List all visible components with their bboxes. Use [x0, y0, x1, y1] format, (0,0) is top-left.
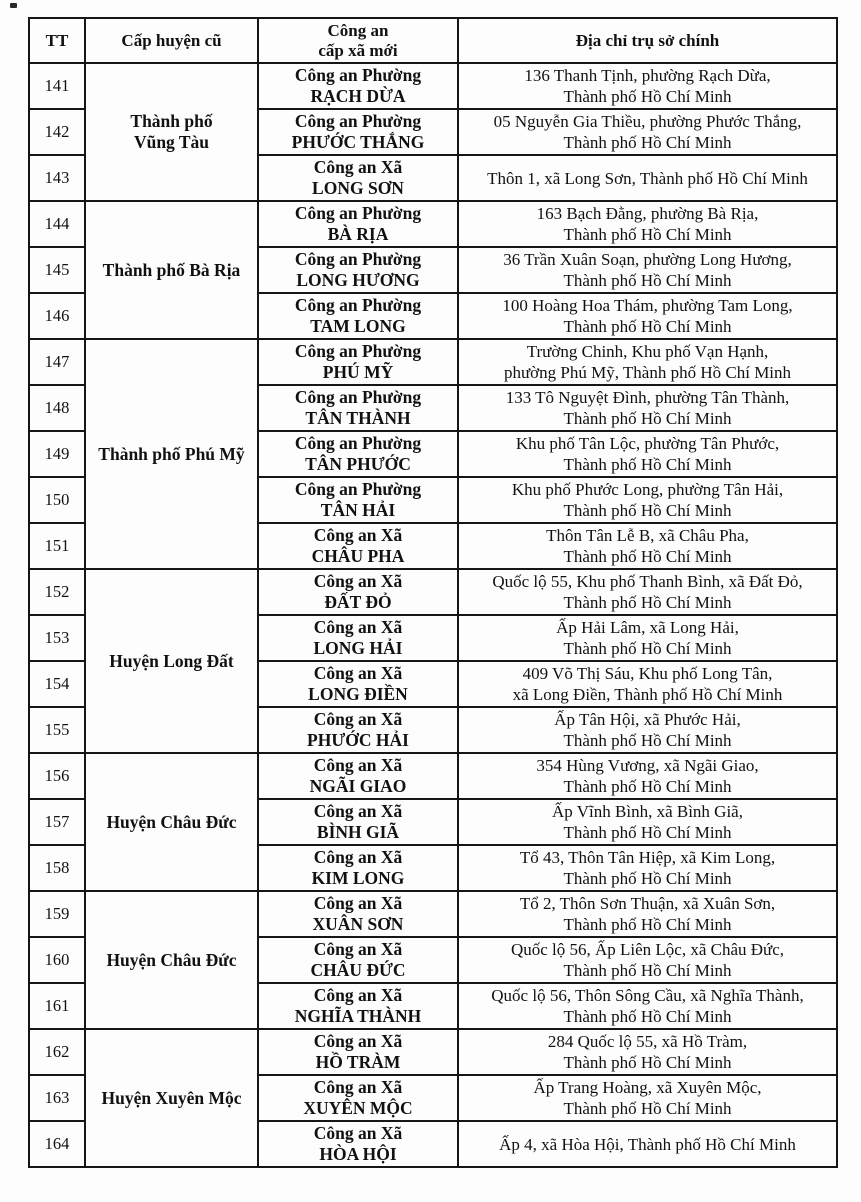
table-row — [29, 753, 837, 799]
address-line: Thành phố Hồ Chí Minh — [563, 225, 732, 244]
police-unit-name-line: LONG HƯƠNG — [296, 270, 420, 290]
address-line: Thành phố Hồ Chí Minh — [563, 731, 732, 750]
police-unit-type-line: Công an Xã — [313, 985, 403, 1005]
headquarters-address-cell — [458, 109, 837, 155]
row-number-cell: 149 — [29, 431, 85, 477]
row-number-cell: 164 — [29, 1121, 85, 1167]
row-number-cell: 141 — [29, 63, 85, 109]
headquarters-address-cell — [458, 661, 837, 707]
new-police-unit-cell — [258, 293, 458, 339]
new-police-unit-cell — [258, 155, 458, 201]
scan-artifact — [10, 3, 17, 8]
new-police-unit-cell — [258, 799, 458, 845]
address-line: xã Long Điền, Thành phố Hồ Chí Minh — [512, 685, 783, 704]
new-police-unit-cell — [258, 707, 458, 753]
old-district-line: Thành phố — [130, 111, 213, 131]
row-number-cell: 155 — [29, 707, 85, 753]
police-unit-name-line: HÒA HỘI — [319, 1144, 397, 1164]
new-police-unit-cell — [258, 1121, 458, 1167]
address-line: Thành phố Hồ Chí Minh — [563, 777, 732, 796]
headquarters-address-cell — [458, 339, 837, 385]
address-line: Thành phố Hồ Chí Minh — [563, 1007, 732, 1026]
old-district-line: Huyện Long Đất — [109, 650, 234, 671]
headquarters-address-cell — [458, 293, 837, 339]
row-number-cell: 148 — [29, 385, 85, 431]
address-line: Thành phố Hồ Chí Minh — [563, 823, 732, 842]
old-district-line: Thành phố Bà Rịa — [102, 259, 241, 280]
header-unit-line1: Công an — [327, 20, 389, 40]
row-number-cell: 152 — [29, 569, 85, 615]
old-district-line: Huyện Châu Đức — [106, 949, 237, 970]
address-line: 354 Hùng Vương, xã Ngãi Giao, — [536, 756, 759, 775]
address-line: 409 Võ Thị Sáu, Khu phố Long Tân, — [522, 664, 773, 683]
new-police-unit-cell — [258, 937, 458, 983]
police-unit-name-line: CHÂU PHA — [311, 546, 405, 566]
address-line: Thành phố Hồ Chí Minh — [563, 1099, 732, 1118]
police-unit-name-line: XUYÊN MỘC — [303, 1098, 413, 1118]
headquarters-address-cell — [458, 707, 837, 753]
police-unit-type-line: Công an Phường — [294, 249, 422, 269]
police-unit-name-line: PHƯỚC HẢI — [307, 730, 409, 750]
headquarters-address-cell — [458, 385, 837, 431]
address-line: Thôn Tân Lễ B, xã Châu Pha, — [546, 526, 749, 545]
address-line: Tổ 43, Thôn Tân Hiệp, xã Kim Long, — [519, 848, 776, 867]
police-directory-table-wrap — [28, 17, 838, 1168]
police-unit-name-line: PHƯỚC THẮNG — [291, 132, 425, 152]
header-tt: TT — [29, 18, 85, 63]
old-district-cell — [85, 891, 258, 1029]
old-district-line: Vũng Tàu — [133, 132, 210, 152]
police-unit-type-line: Công an Xã — [313, 525, 403, 545]
police-unit-type-line: Công an Xã — [313, 1123, 403, 1143]
police-unit-name-line: ĐẤT ĐỎ — [324, 592, 392, 612]
address-line: Trường Chinh, Khu phố Vạn Hạnh, — [526, 342, 769, 361]
row-number-cell: 163 — [29, 1075, 85, 1121]
address-line: Thành phố Hồ Chí Minh — [563, 133, 732, 152]
address-line: Ấp Tân Hội, xã Phước Hải, — [554, 710, 741, 729]
headquarters-address-cell — [458, 891, 837, 937]
row-number-cell: 150 — [29, 477, 85, 523]
row-number-cell: 157 — [29, 799, 85, 845]
row-number-cell: 159 — [29, 891, 85, 937]
row-number-cell: 156 — [29, 753, 85, 799]
address-line: 136 Thanh Tịnh, phường Rạch Dừa, — [524, 66, 771, 85]
row-number-cell: 154 — [29, 661, 85, 707]
address-line: 100 Hoàng Hoa Thám, phường Tam Long, — [502, 296, 793, 315]
header-new-commune-police — [258, 18, 458, 63]
old-district-cell — [85, 569, 258, 753]
new-police-unit-cell — [258, 983, 458, 1029]
headquarters-address-cell — [458, 937, 837, 983]
address-line: Thành phố Hồ Chí Minh — [563, 409, 732, 428]
police-unit-type-line: Công an Phường — [294, 433, 422, 453]
police-unit-name-line: TAM LONG — [310, 316, 406, 336]
old-district-line: Huyện Xuyên Mộc — [101, 1087, 242, 1108]
new-police-unit-cell — [258, 339, 458, 385]
address-line: Thành phố Hồ Chí Minh — [563, 593, 732, 612]
header-unit-line2: cấp xã mới — [318, 40, 398, 60]
address-line: Thành phố Hồ Chí Minh — [563, 547, 732, 566]
address-line: Thành phố Hồ Chí Minh — [563, 87, 732, 106]
old-district-cell — [85, 339, 258, 569]
police-unit-type-line: Công an Xã — [313, 939, 403, 959]
row-number-cell: 144 — [29, 201, 85, 247]
address-line: Ấp Hải Lâm, xã Long Hải, — [556, 618, 739, 637]
row-number-cell: 151 — [29, 523, 85, 569]
police-unit-name-line: LONG ĐIỀN — [308, 684, 408, 704]
police-unit-type-line: Công an Xã — [313, 893, 403, 913]
table-body — [29, 63, 837, 1167]
address-line: phường Phú Mỹ, Thành phố Hồ Chí Minh — [503, 363, 792, 382]
new-police-unit-cell — [258, 615, 458, 661]
headquarters-address-cell — [458, 477, 837, 523]
headquarters-address-cell — [458, 63, 837, 109]
new-police-unit-cell — [258, 891, 458, 937]
police-unit-name-line: NGHĨA THÀNH — [294, 1006, 422, 1026]
police-unit-type-line: Công an Phường — [294, 295, 422, 315]
address-line: Tổ 2, Thôn Sơn Thuận, xã Xuân Sơn, — [519, 894, 776, 913]
headquarters-address-cell — [458, 431, 837, 477]
address-line: 284 Quốc lộ 55, xã Hồ Tràm, — [547, 1032, 748, 1051]
police-unit-name-line: PHÚ MỸ — [322, 362, 394, 382]
address-line: 05 Nguyễn Gia Thiều, phường Phước Thắng, — [493, 112, 802, 131]
new-police-unit-cell — [258, 753, 458, 799]
table-row — [29, 891, 837, 937]
police-unit-type-line: Công an Xã — [313, 1031, 403, 1051]
police-unit-name-line: NGÃI GIAO — [309, 776, 407, 796]
police-unit-type-line: Công an Phường — [294, 479, 422, 499]
header-old-district: Cấp huyện cũ — [85, 18, 258, 63]
address-line: Thành phố Hồ Chí Minh — [563, 869, 732, 888]
table-row — [29, 1029, 837, 1075]
address-line: Khu phố Tân Lộc, phường Tân Phước, — [515, 434, 780, 453]
police-unit-name-line: TÂN THÀNH — [305, 408, 411, 428]
address-line: Thành phố Hồ Chí Minh — [563, 639, 732, 658]
row-number-cell: 145 — [29, 247, 85, 293]
address-line: Thành phố Hồ Chí Minh — [563, 915, 732, 934]
address-line: Thành phố Hồ Chí Minh — [563, 961, 732, 980]
headquarters-address-cell — [458, 1121, 837, 1167]
police-unit-type-line: Công an Xã — [313, 1077, 403, 1097]
new-police-unit-cell — [258, 247, 458, 293]
headquarters-address-cell — [458, 753, 837, 799]
new-police-unit-cell — [258, 523, 458, 569]
old-district-cell — [85, 1029, 258, 1167]
address-line: 163 Bạch Đằng, phường Bà Rịa, — [536, 204, 759, 223]
police-unit-type-line: Công an Phường — [294, 203, 422, 223]
police-unit-type-line: Công an Xã — [313, 755, 403, 775]
old-district-cell — [85, 63, 258, 201]
address-line: Thành phố Hồ Chí Minh — [563, 501, 732, 520]
new-police-unit-cell — [258, 477, 458, 523]
address-line: Thôn 1, xã Long Sơn, Thành phố Hồ Chí Minh — [487, 168, 808, 188]
row-number-cell: 158 — [29, 845, 85, 891]
police-unit-type-line: Công an Xã — [313, 801, 403, 821]
headquarters-address-cell — [458, 1029, 837, 1075]
headquarters-address-cell — [458, 799, 837, 845]
address-line: Quốc lộ 55, Khu phố Thanh Bình, xã Đất Đỏ, — [492, 572, 803, 591]
police-unit-type-line: Công an Xã — [313, 617, 403, 637]
address-line: Thành phố Hồ Chí Minh — [563, 455, 732, 474]
address-line: Quốc lộ 56, Thôn Sông Cầu, xã Nghĩa Thành, — [491, 986, 804, 1005]
police-unit-name-line: LONG HẢI — [313, 638, 403, 658]
police-unit-name-line: TÂN PHƯỚC — [305, 454, 411, 474]
police-unit-name-line: LONG SƠN — [312, 178, 404, 198]
headquarters-address-cell — [458, 983, 837, 1029]
headquarters-address-cell — [458, 523, 837, 569]
new-police-unit-cell — [258, 661, 458, 707]
police-unit-name-line: KIM LONG — [311, 868, 405, 888]
address-line: Khu phố Phước Long, phường Tân Hải, — [511, 480, 784, 499]
old-district-line: Huyện Châu Đức — [106, 811, 237, 832]
police-unit-name-line: XUÂN SƠN — [312, 914, 404, 934]
new-police-unit-cell — [258, 569, 458, 615]
new-police-unit-cell — [258, 431, 458, 477]
headquarters-address-cell — [458, 155, 837, 201]
headquarters-address-cell — [458, 201, 837, 247]
new-police-unit-cell — [258, 1029, 458, 1075]
table-row — [29, 339, 837, 385]
row-number-cell: 153 — [29, 615, 85, 661]
address-line: 36 Trần Xuân Soạn, phường Long Hương, — [503, 250, 792, 269]
address-line: Thành phố Hồ Chí Minh — [563, 1053, 732, 1072]
new-police-unit-cell — [258, 63, 458, 109]
police-unit-type-line: Công an Phường — [294, 111, 422, 131]
old-district-cell — [85, 753, 258, 891]
police-unit-type-line: Công an Xã — [313, 663, 403, 683]
headquarters-address-cell — [458, 247, 837, 293]
address-line: 133 Tô Nguyệt Đình, phường Tân Thành, — [505, 388, 790, 407]
new-police-unit-cell — [258, 385, 458, 431]
police-unit-type-line: Công an Xã — [313, 571, 403, 591]
row-number-cell: 147 — [29, 339, 85, 385]
row-number-cell: 146 — [29, 293, 85, 339]
old-district-line: Thành phố Phú Mỹ — [98, 443, 245, 464]
police-unit-type-line: Công an Phường — [294, 387, 422, 407]
police-unit-name-line: TÂN HẢI — [320, 500, 396, 520]
row-number-cell: 160 — [29, 937, 85, 983]
new-police-unit-cell — [258, 201, 458, 247]
headquarters-address-cell — [458, 845, 837, 891]
header-row — [29, 18, 837, 63]
police-unit-name-line: BÌNH GIÃ — [316, 822, 400, 842]
address-line: Ấp Trang Hoàng, xã Xuyên Mộc, — [533, 1078, 762, 1097]
new-police-unit-cell — [258, 109, 458, 155]
police-unit-type-line: Công an Xã — [313, 847, 403, 867]
police-directory-table — [28, 17, 838, 1168]
table-row — [29, 569, 837, 615]
police-unit-name-line: HỒ TRÀM — [315, 1052, 401, 1072]
police-unit-type-line: Công an Xã — [313, 157, 403, 177]
row-number-cell: 143 — [29, 155, 85, 201]
headquarters-address-cell — [458, 569, 837, 615]
address-line: Ấp 4, xã Hòa Hội, Thành phố Hồ Chí Minh — [499, 1134, 796, 1154]
table-row — [29, 201, 837, 247]
new-police-unit-cell — [258, 1075, 458, 1121]
police-unit-name-line: RẠCH DỪA — [310, 86, 406, 106]
new-police-unit-cell — [258, 845, 458, 891]
address-line: Quốc lộ 56, Ấp Liên Lộc, xã Châu Đức, — [510, 940, 785, 959]
table-header — [29, 18, 837, 63]
row-number-cell: 162 — [29, 1029, 85, 1075]
row-number-cell: 142 — [29, 109, 85, 155]
headquarters-address-cell — [458, 1075, 837, 1121]
address-line: Thành phố Hồ Chí Minh — [563, 317, 732, 336]
table-row — [29, 63, 837, 109]
address-line: Thành phố Hồ Chí Minh — [563, 271, 732, 290]
old-district-cell — [85, 201, 258, 339]
row-number-cell: 161 — [29, 983, 85, 1029]
police-unit-name-line: CHÂU ĐỨC — [310, 960, 406, 980]
headquarters-address-cell — [458, 615, 837, 661]
police-unit-type-line: Công an Phường — [294, 341, 422, 361]
police-unit-type-line: Công an Xã — [313, 709, 403, 729]
address-line: Ấp Vĩnh Bình, xã Bình Giã, — [552, 802, 743, 821]
header-address: Địa chỉ trụ sở chính — [458, 18, 837, 63]
police-unit-type-line: Công an Phường — [294, 65, 422, 85]
police-unit-name-line: BÀ RỊA — [327, 224, 389, 244]
